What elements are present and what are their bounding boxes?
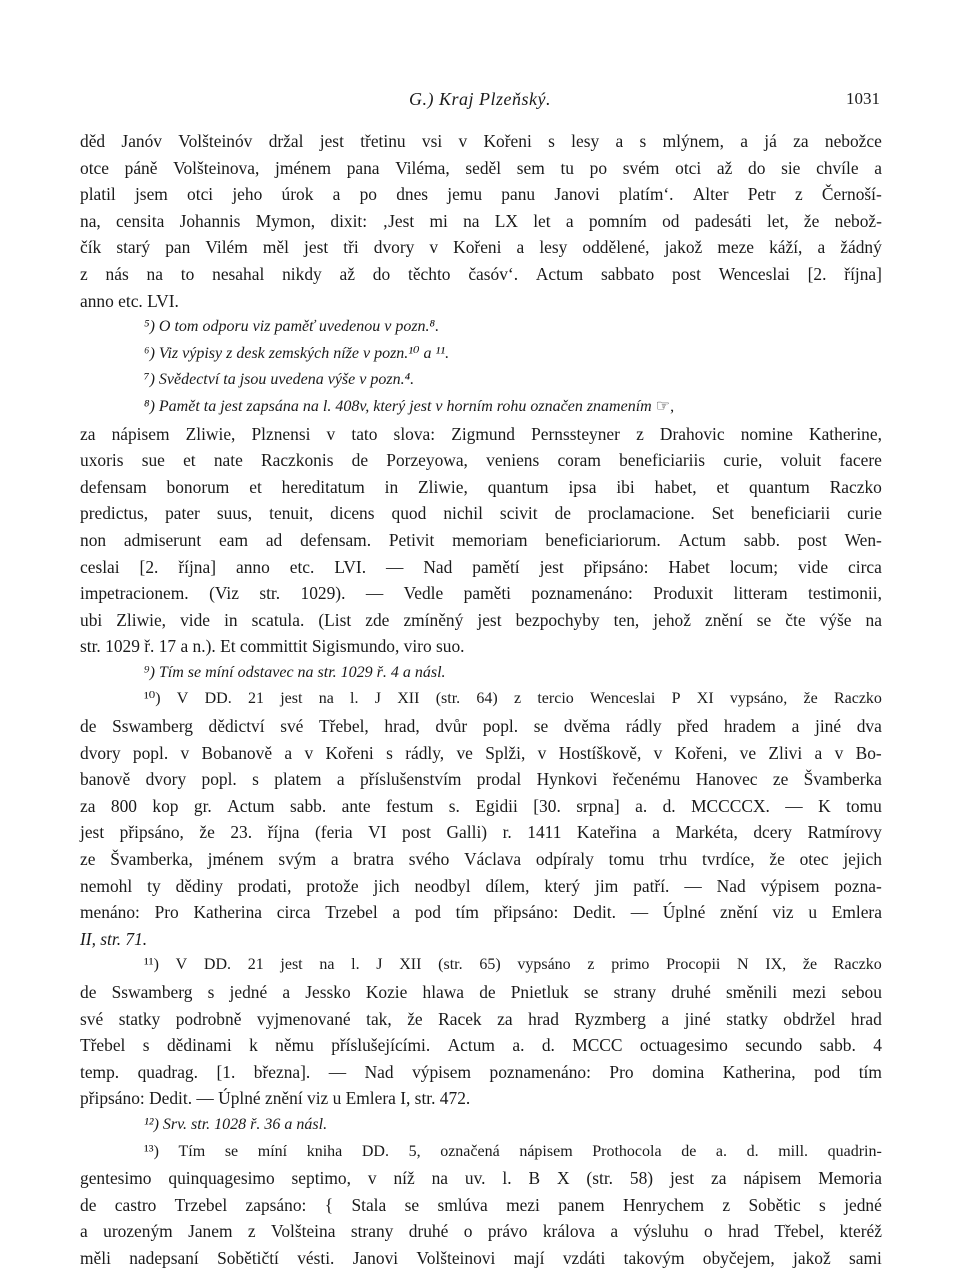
footnote-8-line-9: ubi Zliwie, vide in scatula. (List zde zmíněný jest bezpochyby ten, jehož znění se čte výše na	[80, 609, 882, 630]
text-line-3: platil jsem otci jeho úrok a po dnes jemu panu Janovi platím‘. Alter Petr z Černoší-	[80, 184, 882, 205]
footnote-11-line-5: temp. quadrag. [1. března]. — Nad výpisem poznamenáno: Pro domina Katherina, pod tím	[80, 1061, 882, 1082]
footnote-8-line-7: ceslai [2. října] anno etc. LVI. — Nad pamětí jest připsáno: Habet locum; vide circa	[80, 556, 882, 577]
text-line-6: z nás na to nesahal nikdy až do těchto časóv‘. Actum sabbato post Wenceslai [2. října]	[80, 263, 882, 284]
footnote-8-line-2: za nápisem Zliwie, Plznensi v tato slova: Zigmund Pernssteyner z Drahovic nomine Katherine,	[80, 423, 882, 444]
footnote-13-line-2: gentesimo quinquagesimo septimo, v níž na uv. l. B X (str. 58) jest za nápisem Memoria	[80, 1168, 882, 1189]
page-number: 1031	[846, 89, 880, 108]
footnote-12: ¹²) Srv. str. 1028 ř. 36 a násl.	[144, 1115, 328, 1133]
text-line-7: anno etc. LVI.	[80, 290, 179, 311]
footnote-5: ⁵) O tom odporu viz paměť uvedenou v pozn.⁸.	[144, 318, 440, 336]
footnote-10-line-6: jest připsáno, že 23. října (feria VI post Galli) r. 1411 Kateřina a Markéta, dcery Ratmírovy	[80, 822, 882, 843]
footnote-8-line-5: predictus, pater suus, tenuit, dicens quod nichil scivit de proclamacione. Set beneficiarii curie	[80, 503, 882, 524]
footnote-8-line-4: defensam bonorum et hereditatum in Zliwie, quantum ipsa ibi habet, et quantum Raczko	[80, 476, 882, 497]
text-line-1: děd Janóv Volšteinóv držal jest třetinu vsi v Kořeni s lesy a s mlýnem, a já za nebožce	[80, 131, 882, 151]
footnote-6: ⁶) Viz výpisy z desk zemských níže v pozn.¹⁰ a ¹¹.	[144, 344, 450, 362]
footnote-10: ¹⁰) V DD. 21 jest na l. J XII (str. 64) z tercio Wenceslai P XI vypsáno, že Raczko	[144, 690, 882, 708]
footnote-11-line-2: de Sswamberg s jedné a Jessko Kozie hlawa de Pnietluk se strany druhé směnili mezi sebou	[80, 982, 882, 1002]
footnote-11-line-4: Třebel s dědinami k němu příslušejícími. Actum a. d. MCCC octuagesimo secundo sabb. 4	[80, 1035, 882, 1056]
footnote-10-line-5: za 800 kop gr. Actum sabb. ante festum s. Egidii [30. srpna] a. d. MCCCCX. — K tomu	[80, 795, 882, 816]
footnote-13-line-4: a urozeným Janem z Volšteina strany druhé o právo králova a výsluhu o hrad Třebel, kteréž	[80, 1221, 882, 1242]
running-title: G.) Kraj Plzeňský.	[409, 89, 551, 109]
footnote-10-line-9: menáno: Pro Katherina circa Trzebel a pod tím připsáno: Dedit. — Úplné znění viz u Emlera	[80, 902, 882, 923]
text-line-4: na, censita Johannis Mymon, dixit: ‚Jest mi na LX let a pomním od padesáti let, že nebož-	[80, 210, 882, 231]
footnote-7: ⁷) Svědectví ta jsou uvedena výše v pozn.⁴.	[144, 371, 415, 389]
pointing-hand-icon: ☞,	[651, 397, 675, 415]
footnote-11-line-3: své statky podrobně vyjmenované tak, že Racek za hrad Ryzmberg a jiné statky obdržel hrad	[80, 1008, 882, 1029]
footnote-8-line-8: impetracionem. (Viz str. 1029). — Vedle paměti poznamenáno: Produxit litteram testimonii,	[80, 583, 882, 604]
page-header	[80, 86, 880, 110]
footnote-13-line-5: měli nadepsaní Sobětičtí vésti. Janovi Volšteinovi mají vzdáti takovým obyčejem, jakož sami	[80, 1247, 882, 1268]
footnote-8-line-6: non admiserunt eam ad defensam. Petivit memoriam beneficiariorum. Actum sabb. post Wen-	[80, 529, 882, 550]
footnote-10-line-2: de Sswamberg dědictví své Třebel, hrad, dvůr popl. se dvěma rádly před hradem a jiné dva	[80, 716, 882, 737]
text-line-2: otce páně Volšteinova, jménem pana Viléma, seděl sem tu po svém otci až do sie chvíle a	[80, 157, 882, 178]
footnote-13: ¹³) Tím se míní kniha DD. 5, označená nápisem Prothocola de a. d. mill. quadrin-	[144, 1142, 882, 1160]
footnote-13-line-3: de castro Trzebel zapsáno: { Stala se smlúva mezi panem Henrychem z Sobětic s jedné	[80, 1194, 882, 1215]
footnote-10-line-3: dvory popl. v Bobanově a v Kořeni s rádly, ve Splži, v Hostíškově, v Kořeni, ve Zlivi a v Bo-	[80, 742, 882, 763]
page-body	[80, 128, 882, 1272]
footnote-8-line-10: str. 1029 ř. 17 a n.). Et committit Sigismundo, viro suo.	[80, 636, 465, 657]
footnote-10-line-8: nemohl ty dědiny prodati, protože jich neodbyl dílem, který jim patří. — Nad výpisem pozna-	[80, 875, 882, 896]
footnote-11-line-6: připsáno: Dedit. — Úplné znění viz u Emlera I, str. 472.	[80, 1088, 471, 1109]
footnote-8: ⁸) Pamět ta jest zapsána na l. 408v, který jest v horním rohu označen znamením ☞,	[80, 394, 882, 421]
footnote-10-line-7: ze Švamberka, jménem svým a bratra svého Václava odpíraly tomu trhu tvrdíce, že otec jejich	[80, 849, 882, 870]
text-line-5: čík starý pan Vilém měl jest tři dvory v Kořeni a lesy oddělené, jakož meze káží, a žádný	[80, 237, 882, 258]
footnote-9: ⁹) Tím se míní odstavec na str. 1029 ř. 4 a násl.	[144, 663, 446, 681]
footnote-11: ¹¹) V DD. 21 jest na l. J XII (str. 65) vypsáno z primo Procopii N IX, že Raczko	[144, 956, 882, 974]
footnote-10-line-4: banově dvory popl. s platem a příslušenstvím prodal Hynkovi řečenému Hanovec ze Švamberka	[80, 769, 882, 790]
footnote-10-line-10: II, str. 71.	[80, 928, 148, 949]
footnote-8-line-3: uxoris sue et nate Raczkonis de Porzeyowa, veniens coram beneficiariis curie, voluit facere	[80, 450, 882, 471]
